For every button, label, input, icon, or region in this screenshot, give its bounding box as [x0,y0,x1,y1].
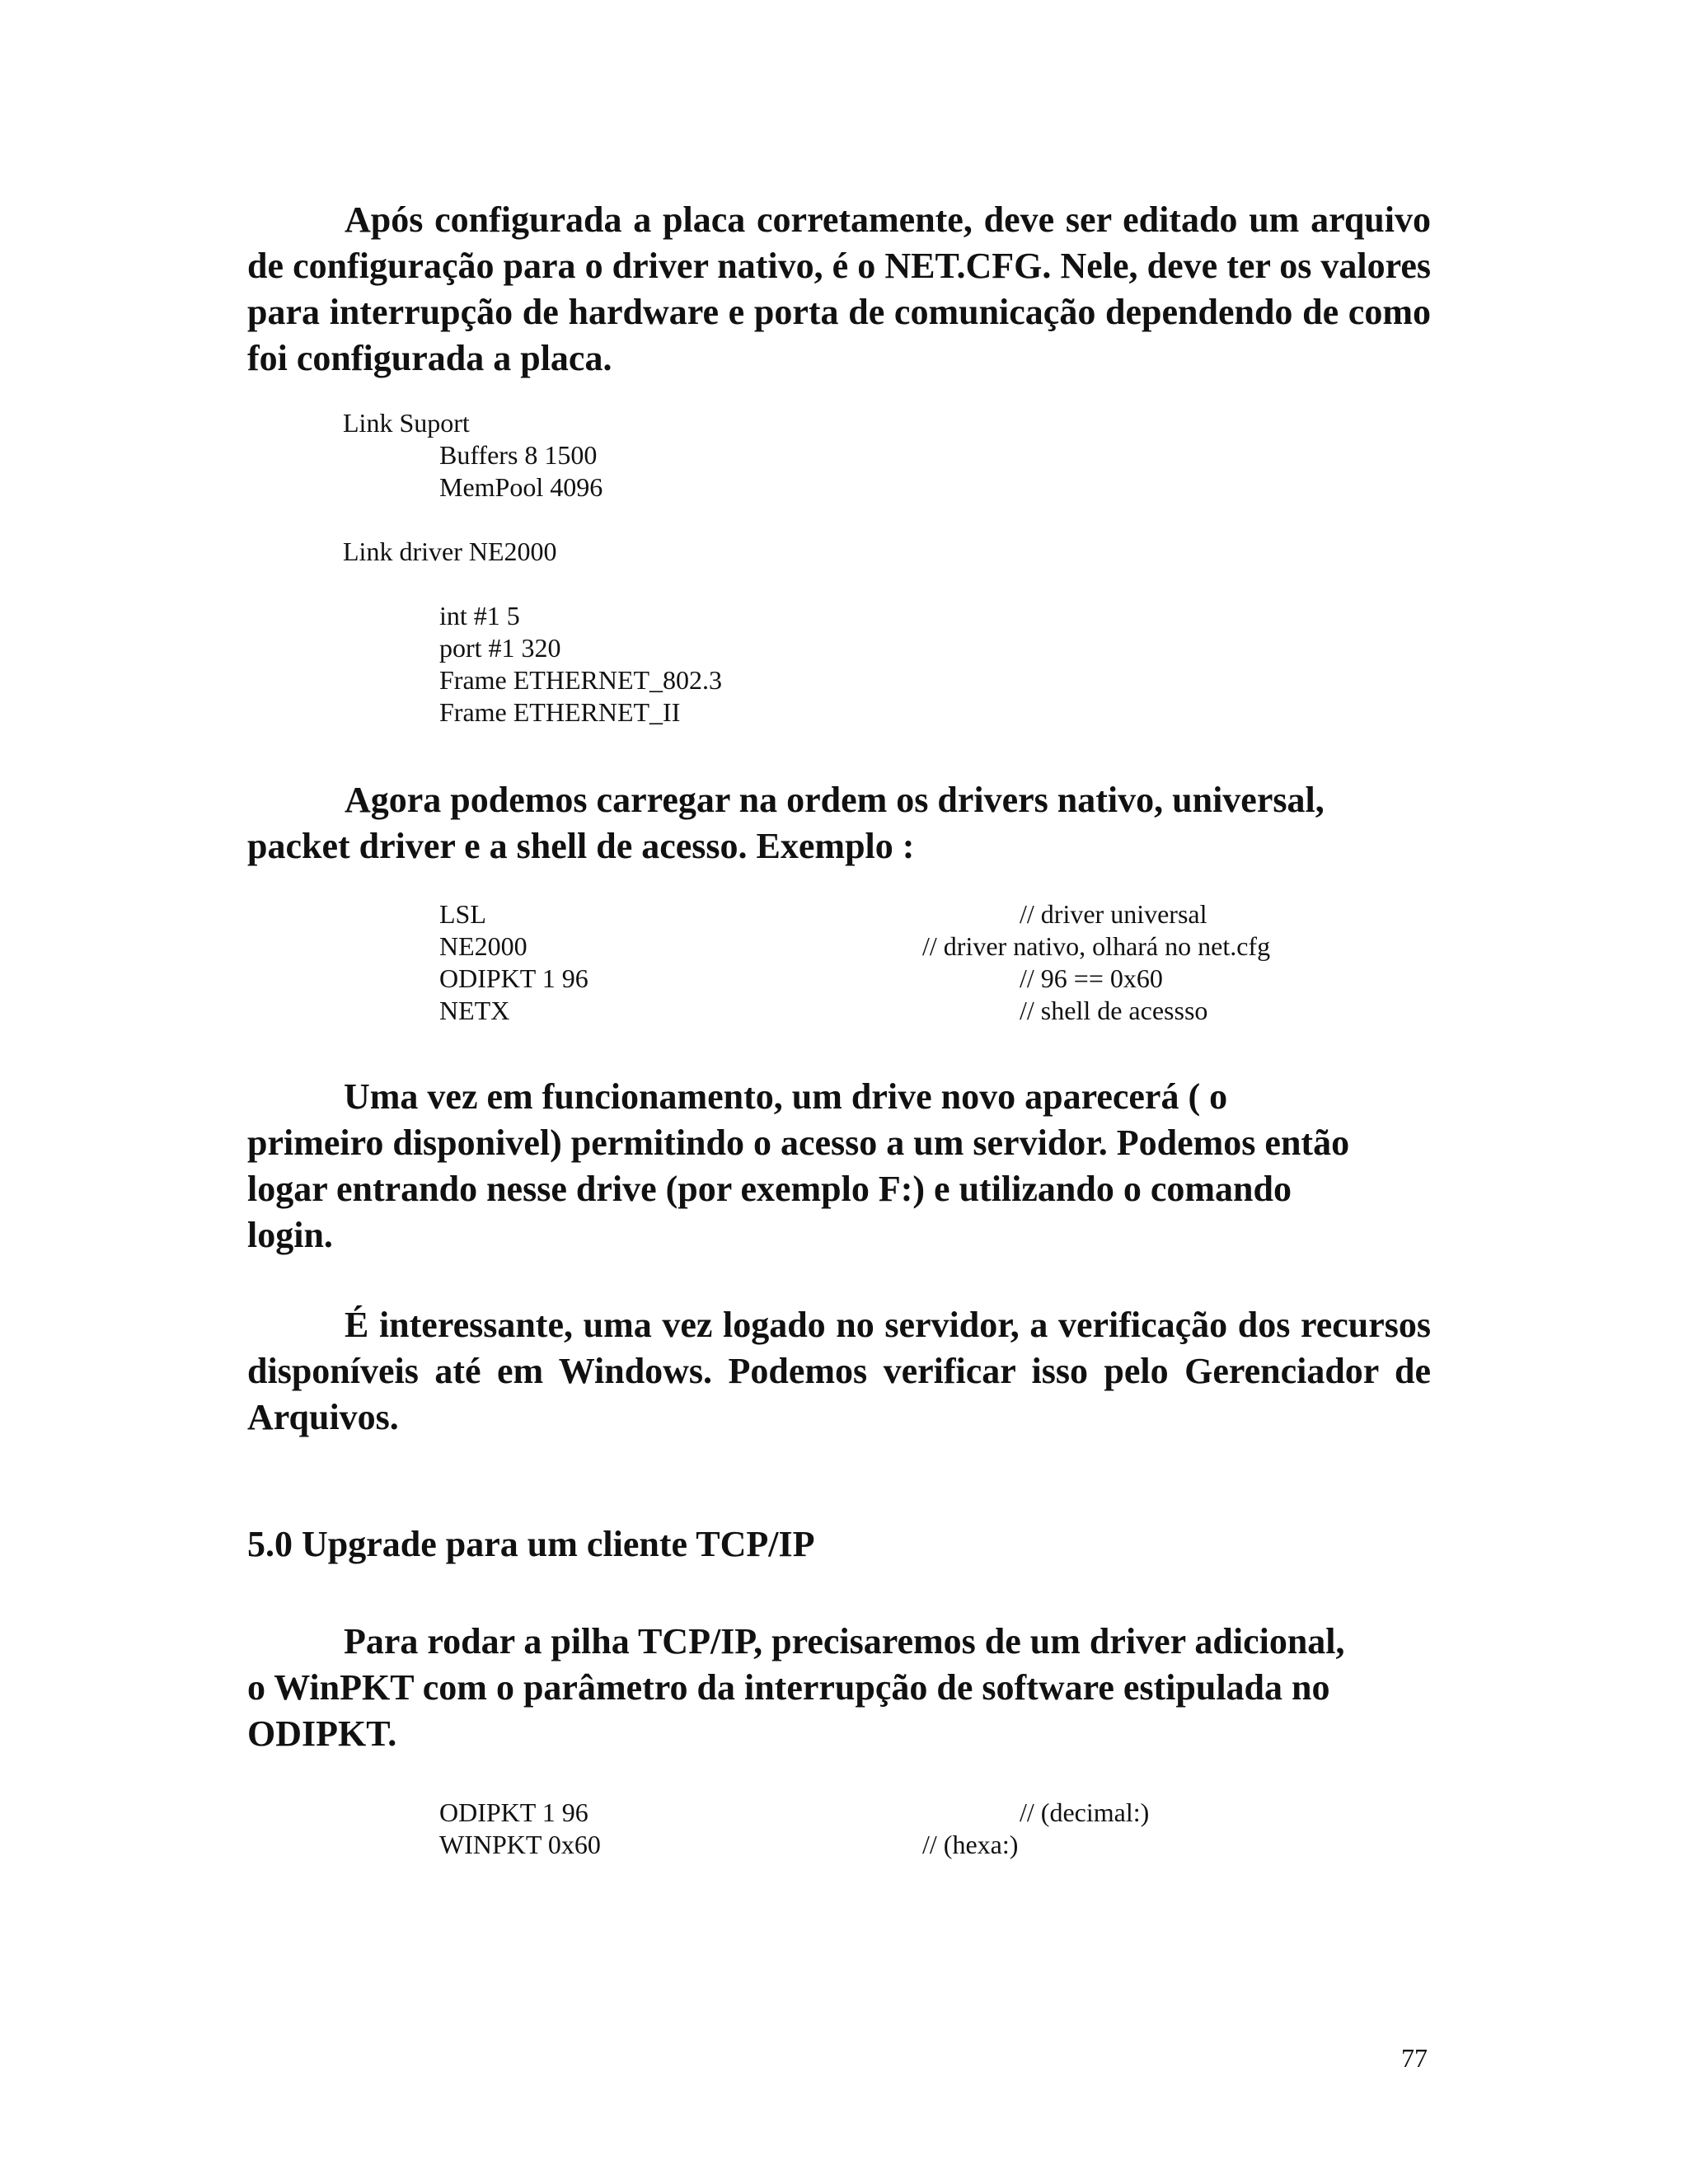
command-text: ODIPKT 1 96 [439,1797,588,1827]
code-line: Buffers 8 1500 [439,440,598,470]
paragraph-line: login. [247,1215,333,1255]
command-text: NE2000 [439,931,528,961]
section-heading: 5.0 Upgrade para um cliente TCP/IP [247,1524,815,1564]
code-line: Link driver NE2000 [343,537,557,566]
command-text: LSL [439,899,486,929]
page-number: 77 [1401,2043,1428,2073]
command-text: ODIPKT 1 96 [439,963,588,993]
paragraph-line: o WinPKT com o parâmetro da interrupção de software estipulada no [247,1667,1330,1708]
paragraph-load-drivers: Agora podemos carregar na ordem os drivers nativo, universal, packet driver e a shell de acesso. Exemplo : [247,780,1325,866]
command-comment: // driver nativo, olhará no net.cfg [922,931,1271,961]
code-line: Frame ETHERNET_II [439,697,681,727]
paragraph-line: Uma vez em funcionamento, um drive novo aparecerá ( o [344,1076,1228,1117]
paragraph-line: ODIPKT. [247,1713,397,1754]
code-line: port #1 320 [439,633,561,663]
command-comment: // shell de acessso [1020,996,1208,1025]
code-line: Link Suport [343,408,470,438]
command-comment: // (hexa:) [922,1830,1019,1859]
command-text: WINPKT 0x60 [439,1830,601,1859]
command-text: NETX [439,996,510,1025]
paragraph-line: Para rodar a pilha TCP/IP, precisaremos de um driver adicional, [344,1621,1345,1661]
paragraph-line: logar entrando nesse drive (por exemplo F:) e utilizando o comando [247,1169,1292,1209]
command-comment: // (decimal:) [1020,1797,1150,1827]
paragraph-line: primeiro disponivel) permitindo o acesso a um servidor. Podemos então [247,1122,1350,1163]
paragraph-net-cfg-intro: Após configurada a placa corretamente, deve ser editado um arquivo de configuração para o driver nativo, é o NET.CFG. Nele, deve ter os valores para interrupção de hardware e porta de comunicação dependendo de como foi configurada a placa. [247,199,1431,378]
command-comment: // driver universal [1020,899,1207,929]
code-line: int #1 5 [439,601,520,630]
command-comment: // 96 == 0x60 [1020,963,1163,993]
code-line: Frame ETHERNET_802.3 [439,665,723,695]
code-line: MemPool 4096 [439,472,603,502]
paragraph-server-resources: É interessante, uma vez logado no servidor, a verificação dos recursos disponíveis até em Windows. Podemos verificar isso pelo Gerenciador de Arquivos. [247,1305,1431,1437]
